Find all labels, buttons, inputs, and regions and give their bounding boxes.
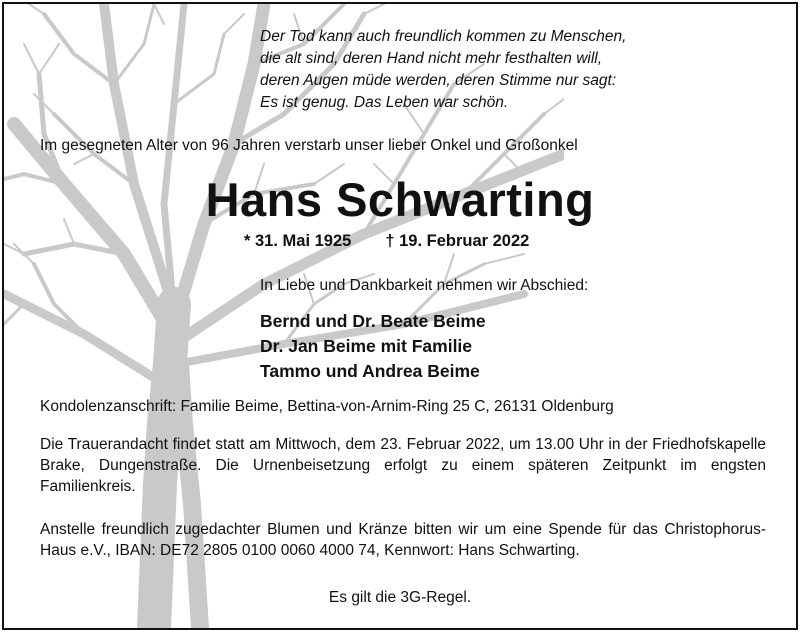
- intro-text: Im gesegneten Alter von 96 Jahren verstarb unser lieber Onkel und Großonkel: [40, 137, 578, 154]
- service-paragraph: Die Trauerandacht findet statt am Mittwoch, dem 23. Februar 2022, um 13.00 Uhr in der Friedhofskapelle Brake, Dungenstraße. Die Urnenbeisetzung erfolgt zu einem späteren Zeitpunkt im engsten Familienkreis.: [40, 436, 766, 495]
- family-member: Bernd und Dr. Beate Beime: [260, 311, 486, 331]
- obituary-card: [2, 2, 798, 630]
- poem: [260, 26, 626, 114]
- poem-line: deren Augen müde werden, deren Stimme nur sagt:: [260, 72, 617, 89]
- covid-rule-note: Es gilt die 3G-Regel.: [328, 589, 472, 606]
- death-date: † 19. Februar 2022: [385, 232, 530, 250]
- life-dates: [244, 232, 529, 251]
- deceased-name: Hans Schwarting: [205, 173, 595, 226]
- birth-date: * 31. Mai 1925: [244, 232, 352, 250]
- poem-line: die alt sind, deren Hand nicht mehr festhalten will,: [260, 50, 603, 67]
- poem-line: Es ist genug. Das Leben war schön.: [260, 94, 509, 111]
- condolence-address: Kondolenzanschrift: Familie Beime, Bettina-von-Arnim-Ring 25 C, 26131 Oldenburg: [40, 398, 614, 415]
- farewell-text: In Liebe und Dankbarkeit nehmen wir Abschied:: [260, 277, 589, 294]
- poem-line: Der Tod kann auch freundlich kommen zu Menschen,: [260, 28, 627, 45]
- family-list: [260, 309, 486, 384]
- donation-paragraph: Anstelle freundlich zugedachter Blumen und Kränze bitten wir um eine Spende für das Christophorus-Haus e.V., IBAN: DE72 2805 0100 0060 4000 74, Kennwort: Hans Schwarting.: [40, 521, 766, 559]
- family-member: Tammo und Andrea Beime: [260, 361, 480, 381]
- family-member: Dr. Jan Beime mit Familie: [260, 336, 473, 356]
